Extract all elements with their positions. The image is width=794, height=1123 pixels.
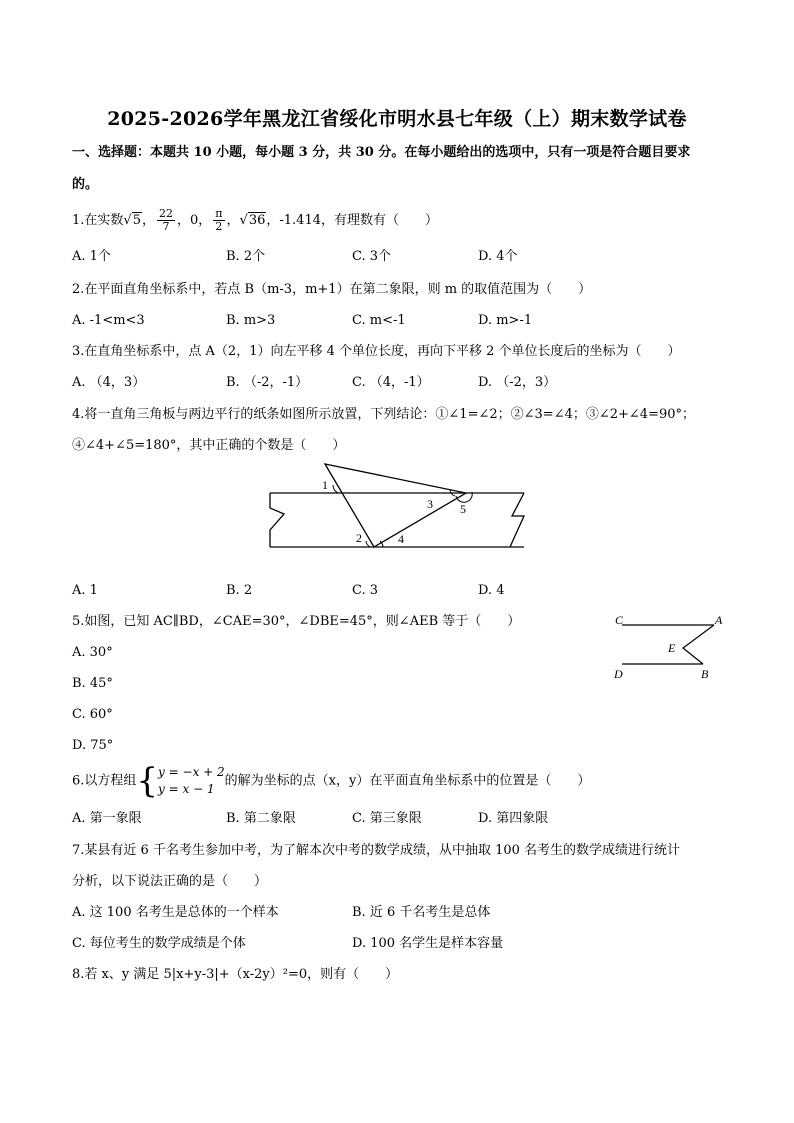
q2-option-a[interactable]: A. -1<m<3 [72,313,145,328]
label-2: 2 [356,531,362,545]
equation-1: y = −x + 2 [158,765,225,779]
q5-figure-parallel-lines [610,608,730,684]
question-6-stem [72,761,591,801]
sqrt-5: √5 [123,213,141,228]
q6-prefix: 6.以方程组 [72,773,137,789]
question-4-stem-cont: ④∠4+∠5=180°，其中正确的个数是（ ） [72,438,346,453]
section-heading-cont: 的。 [72,177,99,192]
q3-option-d[interactable]: D. （-2，3） [478,375,557,390]
q7-option-c[interactable]: C. 每位考生的数学成绩是个体 [72,936,246,951]
angle-2-arc [366,541,370,547]
fraction-pi-2: $\frac{\pi}{2}$ [215,207,223,233]
question-7-stem-cont: 分析，以下说法正确的是（ ） [72,874,268,889]
q1-option-d[interactable]: D. 4个 [478,249,518,264]
question-4-stem: 4.将一直角三角板与两边平行的纸条如图所示放置，下列结论：①∠1=∠2；②∠3=∠4；③∠2+∠4=90°； [72,407,695,422]
q3-option-b[interactable]: B. （-2，-1） [226,375,309,390]
angle-1-arc [333,485,338,493]
q3-option-a[interactable]: A. （4，3） [72,375,146,390]
strip-right-torn-edge [510,493,524,547]
q1-option-c[interactable]: C. 3个 [352,249,392,264]
label-1: 1 [322,478,328,492]
polyline-aeb [683,625,714,664]
page-title: 2025-2026学年黑龙江省绥化市明水县七年级（上）期末数学试卷 [107,108,687,130]
section-heading: 一、选择题：本题共 10 小题，每小题 3 分，共 30 分。在每小题给出的选项中，只有一项是符合题目要求 [72,145,691,160]
label-d: D [614,667,623,681]
q7-option-b[interactable]: B. 近 6 千名考生是总体 [352,905,491,920]
question-5-stem: 5.如图，已知 AC∥BD，∠CAE=30°，∠DBE=45°，则∠AEB 等于（ ） [72,614,521,629]
q6-option-c[interactable]: C. 第三象限 [352,811,422,826]
equation-2: y = x − 1 [158,782,215,796]
q1-option-b[interactable]: B. 2个 [226,249,266,264]
question-2-stem: 2.在平面直角坐标系中，若点 B（m-3，m+1）在第二象限，则 m 的取值范围为（ ） [72,282,592,297]
q5-option-c[interactable]: C. 60° [72,707,113,722]
right-triangle [325,464,466,547]
q3-option-c[interactable]: C. （4，-1） [352,375,430,390]
strip-left-torn-edge [270,493,284,547]
question-1-stem: 1.在实数√5， $\frac{22}{7}$ ，0， $\frac{\pi}{2}$ ，√36，-1.414，有理数有（ ） [72,207,438,233]
q1-option-a[interactable]: A. 1个 [72,249,111,264]
q2-option-c[interactable]: C. m<-1 [352,313,406,328]
q2-option-d[interactable]: D. m>-1 [478,313,533,328]
q4-option-b[interactable]: B. 2 [226,583,253,598]
question-3-stem: 3.在直角坐标系中，点 A（2，1）向左平移 4 个单位长度，再向下平移 2 个单位长度后的坐标为（ ） [72,344,681,359]
q5-option-b[interactable]: B. 45° [72,676,113,691]
label-e: E [668,641,676,655]
equation-system: { y = −x + 2 y = x − 1 [136,761,225,801]
q6-option-b[interactable]: B. 第二象限 [226,811,296,826]
q7-option-a[interactable]: A. 这 100 名考生是总体的一个样本 [72,905,279,920]
q1-prefix: 1.在实数 [72,213,124,228]
q4-figure-strip-and-triangle [262,458,530,554]
question-7-stem: 7.某县有近 6 千名考生参加中考，为了解本次中考的数学成绩，从中抽取 100 名考生的数学成绩进行统计 [72,843,681,858]
q4-option-d[interactable]: D. 4 [478,583,505,598]
q6-suffix: 的解为坐标的点（x，y）在平面直角坐标系中的位置是（ ） [224,773,591,789]
q6-option-a[interactable]: A. 第一象限 [72,811,142,826]
question-8-stem: 8.若 x、y 满足 5|x+y-3|+（x-2y）²=0，则有（ ） [72,967,399,982]
label-b: B [701,667,709,681]
q5-option-d[interactable]: D. 75° [72,738,114,753]
q7-option-d[interactable]: D. 100 名学生是样本容量 [352,936,504,951]
q6-option-d[interactable]: D. 第四象限 [478,811,549,826]
fraction-22-7: $\frac{22}{7}$ [159,207,173,233]
label-3: 3 [427,497,433,511]
label-4: 4 [398,532,404,546]
q5-option-a[interactable]: A. 30° [72,645,113,660]
q2-option-b[interactable]: B. m>3 [226,313,276,328]
sqrt-36: √36 [239,213,266,228]
label-a: A [715,613,723,627]
label-5: 5 [460,502,466,516]
q4-option-a[interactable]: A. 1 [72,583,98,598]
q4-option-c[interactable]: C. 3 [352,583,379,598]
label-c: C [615,613,624,627]
